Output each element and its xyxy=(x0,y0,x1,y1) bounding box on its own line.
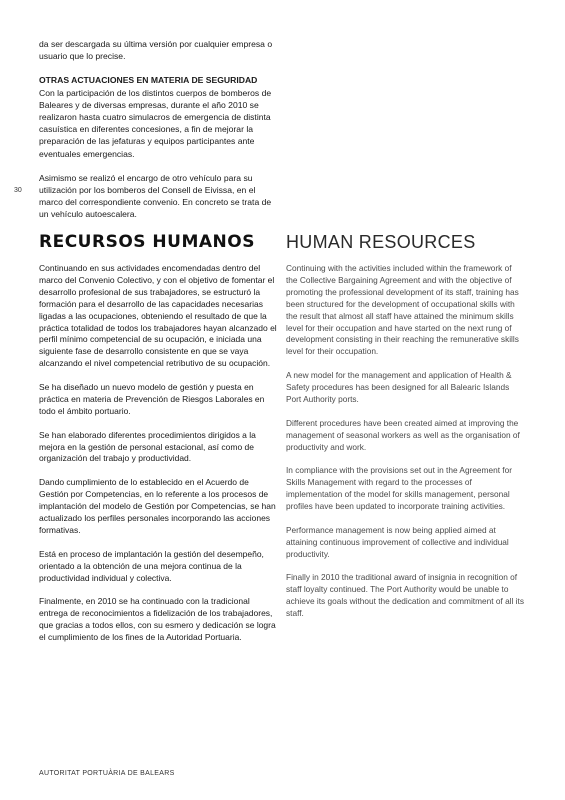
english-column xyxy=(286,229,524,632)
intro-paragraph: da ser descargada su última versión por cualquier empresa o usuario que lo precise. xyxy=(39,39,273,62)
paragraph-es-4: Dando cumplimiento de lo establecido en el Acuerdo de Gestión por Competencias, en lo referente a los procesos de implantación del modelo de Gestión por Competencias, se han actualizado los perfiles personales incorporando las acciones formativas. xyxy=(39,477,276,535)
paragraph-en-2: A new model for the management and application of Health & Safety procedures has been designed for all Balearic Islands Port Authority ports. xyxy=(286,370,512,404)
paragraph-en-1: Continuing with the activities included within the framework of the Collective Bargaining Agreement and with the objective of promoting the professional development of its staff, training has been structured for the development of occupational skills with the result that almost all staff have attained the minimum skills level for their occupation and have started on the next rung of development consisting in their reaching the remunerative skills level for their occupation. xyxy=(286,263,519,357)
paragraph-es-3: Se han elaborado diferentes procedimientos dirigidos a la mejora en la gestión de personal estacional, así como de organización del trabajo y productividad. xyxy=(39,429,256,464)
spanish-column xyxy=(39,229,277,656)
security-paragraph-2: Asimismo se realizó el encargo de otro vehículo para su utilización por los bomberos del Consell de Eivissa, en el marco del correspondiente convenio. En concreto se trata de un vehículo autoescalera. xyxy=(39,172,272,220)
paragraph-es-1: Continuando en sus actividades encomendadas dentro del marco del Convenio Colectivo, y con el objetivo de fomentar el desarrollo profesional de sus trabajadores, se estructuró la formación para el desarrollo de las capacidades necesarias ligadas a las ocupaciones, obteniendo el resultado de que la práctica totalidad de todos los trabajadores hayan alcanzado el perfil mínimo competencial de su ocupación, e iniciada una siguiente fase de desarrollo consistente en que se vaya alcanzando el nivel competencial retributivo de su ocupación. xyxy=(39,263,277,369)
security-section xyxy=(39,38,279,233)
paragraph-en-4: In compliance with the provisions set out in the Agreement for Skills Management with regard to the processes of implementation of the model for skills management, personal profiles have been updated to incorporate training activities. xyxy=(286,465,512,512)
paragraph-es-5: Está en proceso de implantación la gestión del desempeño, orientado a la obtención de una mejora continua de la productividad individual y colectiva. xyxy=(39,548,264,583)
paragraph-en-6: Finally in 2010 the traditional award of insignia in recognition of staff loyalty continued. The Port Authority would be unable to achieve its goals without the dedication and commitment of all its staff. xyxy=(286,572,524,619)
section-title-en: HUMAN RESOURCES xyxy=(286,232,476,252)
security-heading: OTRAS ACTUACIONES EN MATERIA DE SEGURIDAD xyxy=(39,75,258,86)
section-title-es: RECURSOS HUMANOS xyxy=(39,232,255,252)
page-footer: AUTORITAT PORTUÀRIA DE BALEARS xyxy=(39,770,175,777)
security-paragraph-1: Con la participación de los distintos cuerpos de bomberos de Baleares y de diversas empresas, durante el año 2010 se realizaron hasta cuatro simulacros de emergencia de distinta casuística en diferentes concesiones, a fin de mejorar la preparación de las jefaturas y equipos participantes ante eventuales emergencias. xyxy=(39,87,272,159)
page-number: 30 xyxy=(14,187,22,194)
paragraph-es-2: Se ha diseñado un nuevo modelo de gestión y puesta en práctica en materia de Prevención de Riesgos Laborales en todo el ámbito portuario. xyxy=(39,382,265,416)
paragraph-es-6: Finalmente, en 2010 se ha continuado con la tradicional entrega de reconocimientos a fidelización de los trabajadores, que gracias a todos ellos, con su esmero y dedicación se logra el cumplimiento de los fines de la Autoridad Portuaria. xyxy=(39,596,276,643)
paragraph-en-5: Performance management is now being applied aimed at attaining continuous improvement of collective and individual productivity. xyxy=(286,524,509,559)
paragraph-en-3: Different procedures have been created aimed at improving the management of seasonal workers as well as the organisation of productivity and work. xyxy=(286,417,520,452)
